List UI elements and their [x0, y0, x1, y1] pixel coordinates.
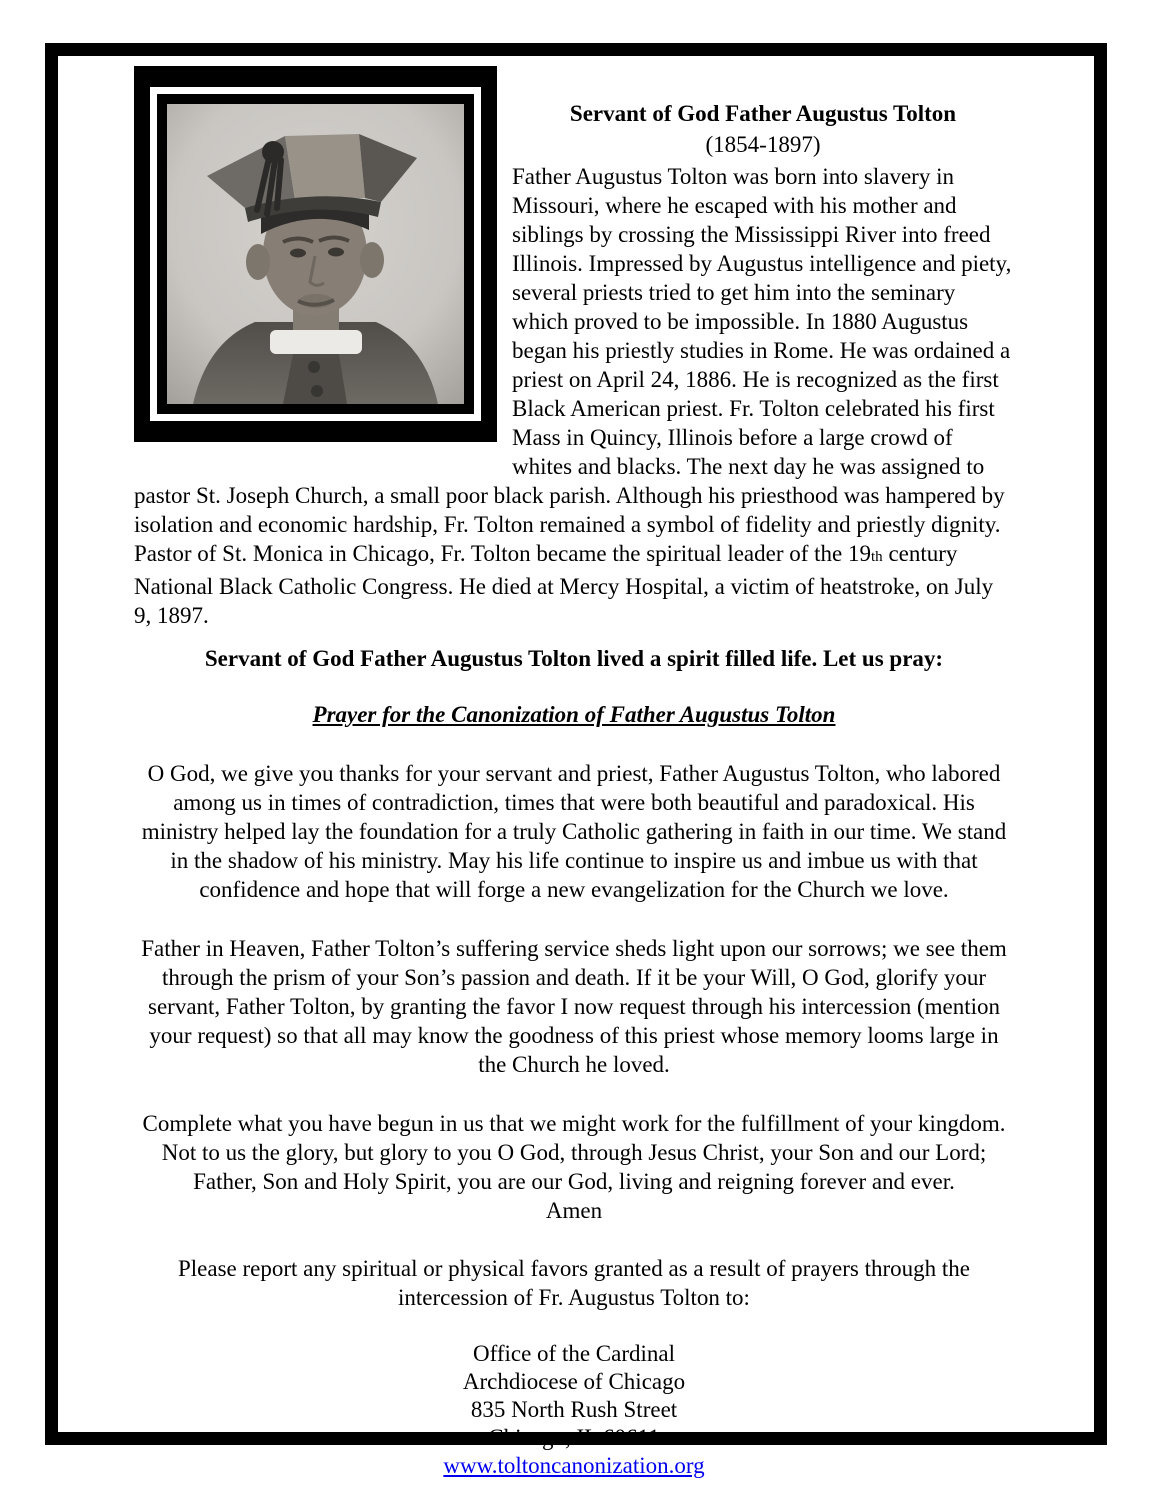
address-block: [134, 1340, 1014, 1480]
biography-part1: Father Augustus Tolton was born into slavery in Missouri, where he escaped with his mother and siblings by crossing the Mississippi River into freed Illinois. Impressed by Augustus intelligence and piety, several priests tried to get him into the seminary which proved to be impossible. In 1880 Augustus began his priestly studies in Rome. He was ordained a priest on April 24, 1886. He is recognized as the first Black American priest. Fr. Tolton celebrated his first Mass in Quincy, Illinois before a large crowd of whites and blacks. The next day he was assigned to pastor St. Joseph Church, a small poor black parish. Although his priesthood was hampered by isolation and economic hardship, Fr. Tolton remained a symbol of fidelity and priestly dignity. Pastor of St. Monica in Chicago, Fr. Tolton became the spiritual leader of the 19: [134, 164, 1012, 566]
prayer-paragraph-3: Complete what you have begun in us that we might work for the fulfillment of your kingdom. Not to us the glory, but glory to you O God, through Jesus Christ, your Son and our Lord; Father, Son and Holy Spirit, you are our God, living and reigning forever and ever.: [142, 1111, 1006, 1194]
ear: [246, 244, 270, 280]
address-line-street: 835 North Rush Street: [470, 1397, 678, 1422]
cassock-button: [308, 361, 320, 373]
page-border: [45, 43, 1107, 1478]
cassock-button: [311, 385, 323, 397]
portrait-frame: [134, 66, 497, 442]
ear: [360, 242, 384, 278]
ordinal-suffix: th: [871, 549, 883, 565]
eye: [290, 249, 306, 258]
report-request: Please report any spiritual or physical favors granted as a result of prayers through the intercession of Fr. Augustus Tolton to:: [178, 1256, 970, 1310]
document-content: [58, 56, 1094, 1480]
website-link[interactable]: www.toltoncanonization.org: [443, 1453, 705, 1478]
prayer-paragraph-2: Father in Heaven, Father Tolton’s suffering service sheds light upon our sorrows; we see them through the prism of your Son’s passion and death. If it be your Will, O God, glorify your servant, Father Tolton, by granting the favor I now request through his intercession (mention your request) so that all may know the goodness of this priest whose memory looms large in the Church he loved.: [141, 936, 1007, 1077]
call-to-prayer: Servant of God Father Augustus Tolton lived a spirit filled life. Let us pray:: [204, 646, 944, 671]
biography-part2: century National Black Catholic Congress. He died at Mercy Hospital, a victim of heatstroke, on July 9, 1897.: [134, 541, 994, 628]
clerical-collar: [270, 330, 362, 354]
address-line-city: Chicago, IL 60611: [488, 1425, 660, 1450]
address-line-office: Office of the Cardinal: [472, 1341, 676, 1366]
portrait-mat: [150, 87, 481, 421]
biretta-front: [285, 134, 365, 200]
amen-text: Amen: [545, 1198, 603, 1223]
address-line-archdiocese: Archdiocese of Chicago: [462, 1369, 686, 1394]
eye: [328, 248, 344, 257]
title-years: (1854-1897): [705, 132, 821, 157]
page-title: Servant of God Father Augustus Tolton: [569, 101, 957, 126]
portrait-photo: [167, 104, 464, 404]
prayer-paragraph-1: O God, we give you thanks for your servant and priest, Father Augustus Tolton, who labored among us in times of contradiction, times that were both beautiful and paradoxical. His ministry helped lay the foundation for a truly Catholic gathering in faith in our time. We stand in the shadow of his ministry. May his life continue to inspire us and imbue us with that confidence and hope that will forge a new evangelization for the Church we love.: [141, 761, 1007, 902]
prayer-heading: Prayer for the Canonization of Father Augustus Tolton: [312, 702, 836, 727]
